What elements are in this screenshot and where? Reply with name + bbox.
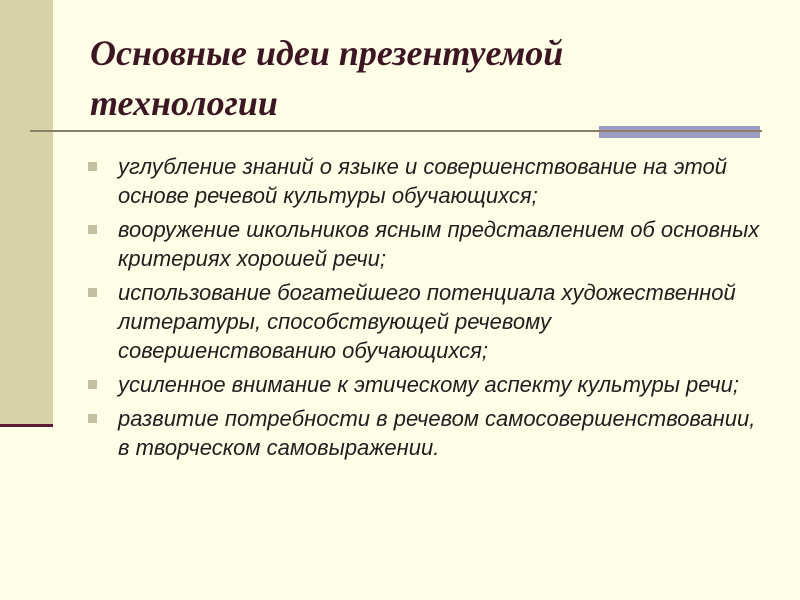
square-bullet-icon (88, 225, 97, 234)
bullet-item (88, 152, 768, 210)
bullet-text: вооружение школьников ясным представлением об основных критериях хорошей речи; (118, 217, 760, 271)
square-bullet-icon (88, 162, 97, 171)
bullet-item (88, 404, 768, 462)
square-bullet-icon (88, 288, 97, 297)
bullet-text: углубление знаний о языке и совершенствование на этой основе речевой культуры обучающихся; (118, 154, 727, 208)
side-decoration-rule (0, 424, 53, 427)
bullet-item (88, 278, 768, 365)
bullet-text: развитие потребности в речевом самосовершенствовании, в творческом самовыражении. (118, 406, 756, 460)
slide-title: Основные идеи презентуемой технологии (90, 33, 564, 123)
bullet-item (88, 215, 768, 273)
bullet-list (88, 152, 768, 467)
square-bullet-icon (88, 414, 97, 423)
square-bullet-icon (88, 380, 97, 389)
bullet-item (88, 370, 768, 399)
side-decoration-bar (0, 0, 53, 425)
title-accent-block (599, 126, 760, 138)
bullet-text: использование богатейшего потенциала художественной литературы, способствующей речевому совершенствованию обучающихся; (118, 280, 736, 363)
bullet-text: усиленное внимание к этическому аспекту культуры речи; (118, 372, 739, 397)
